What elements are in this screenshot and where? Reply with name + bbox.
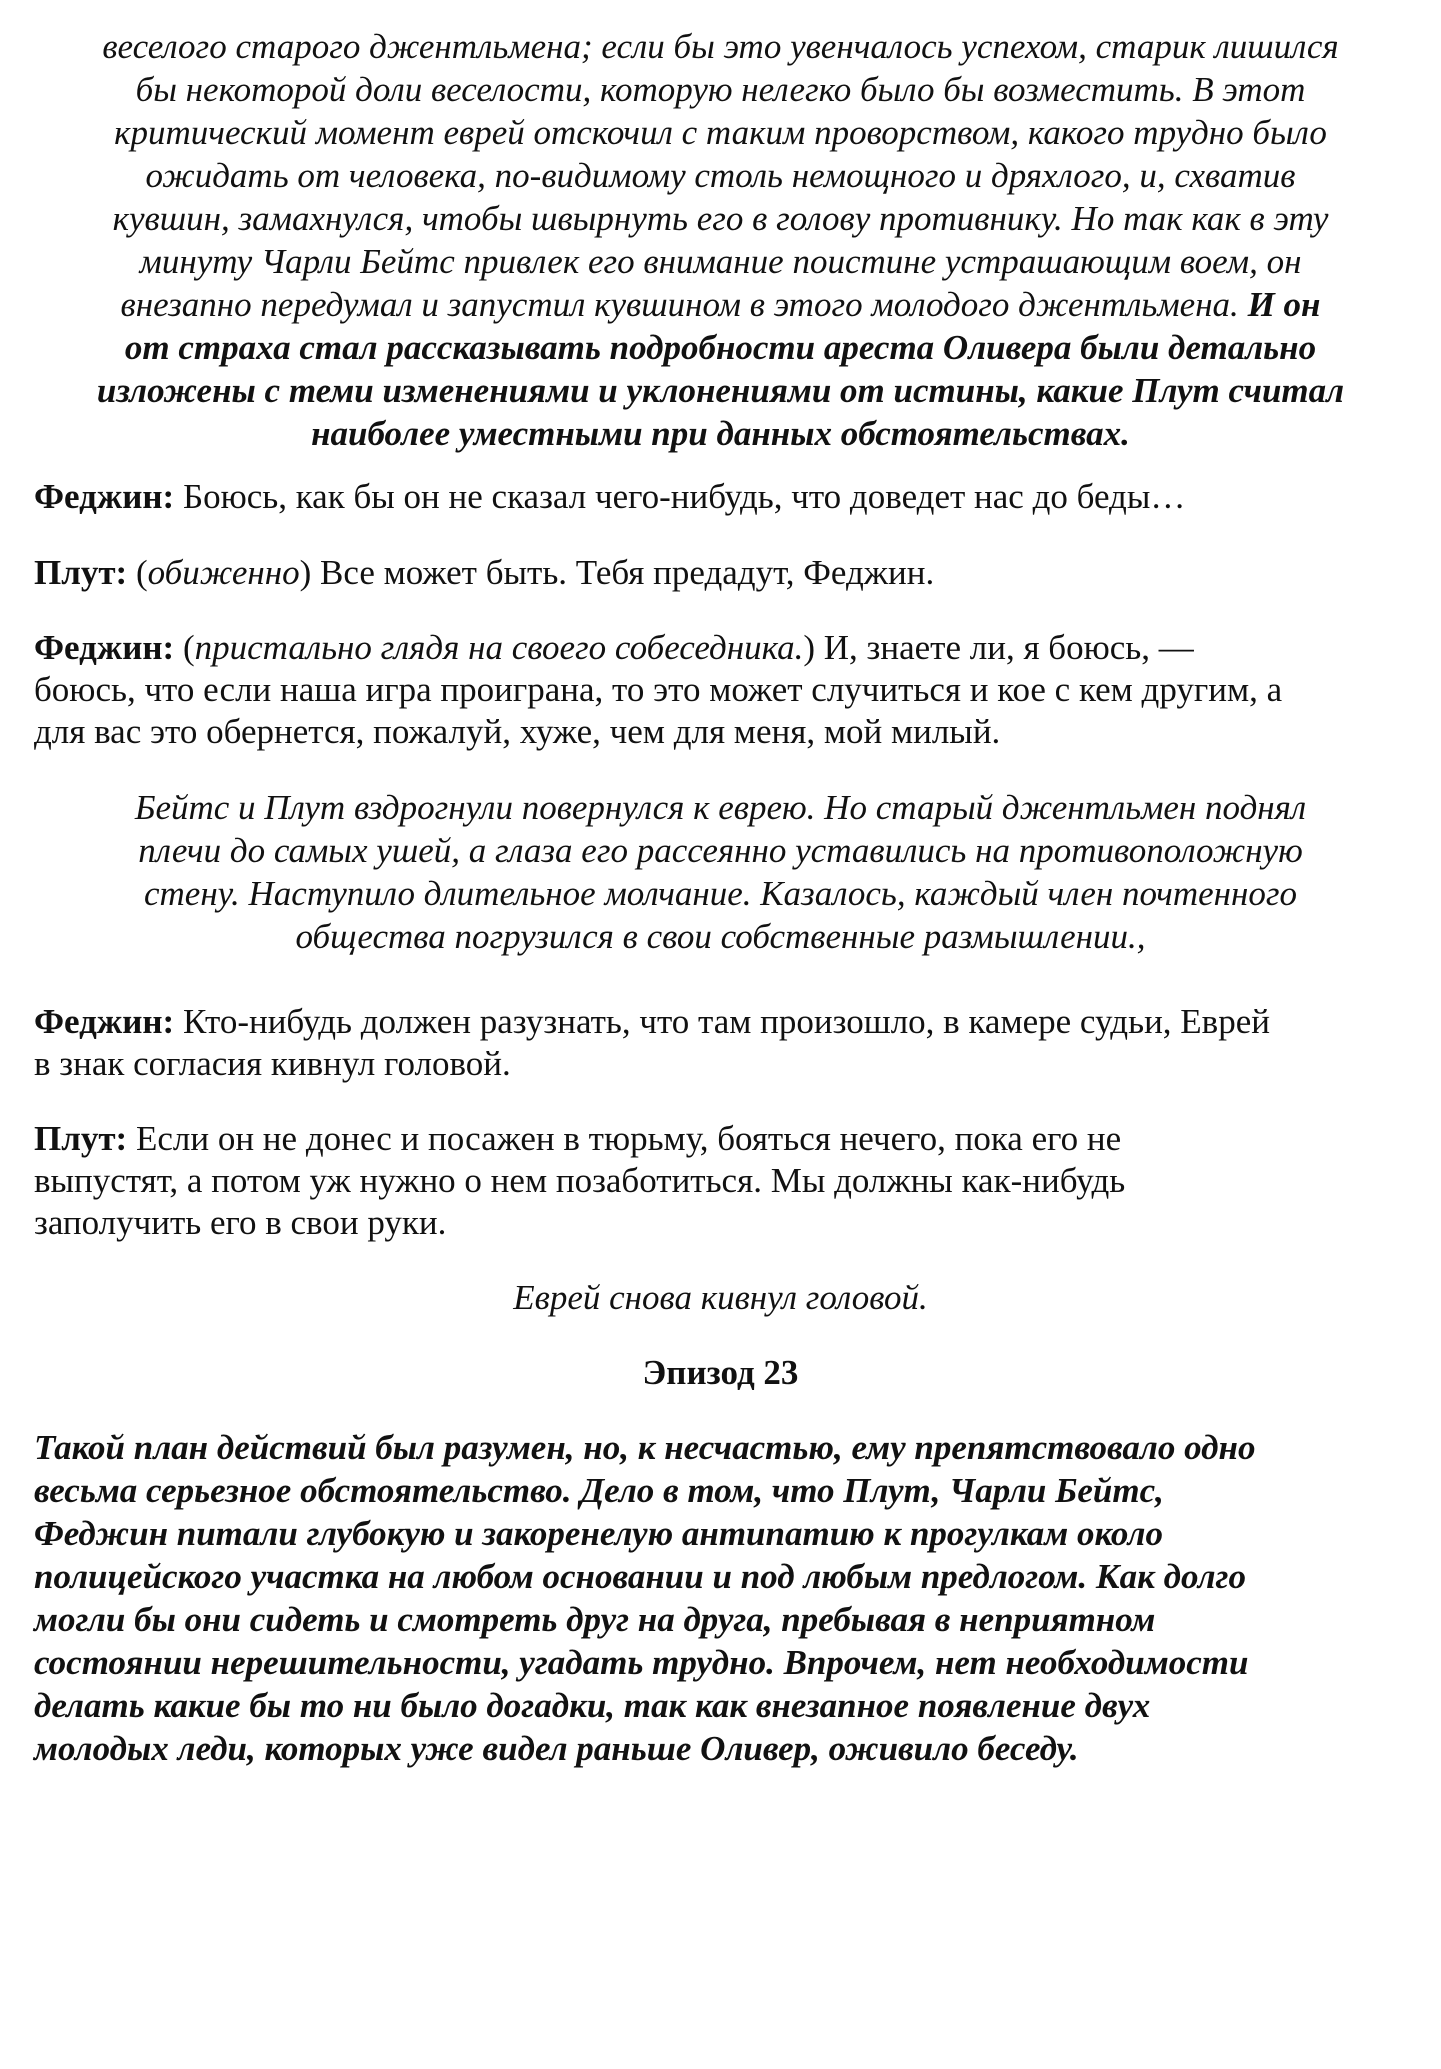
narration-bottom-line: Феджин питали глубокую и закоренелую антипатию к прогулкам около xyxy=(34,1514,1163,1553)
narration-bottom-line: полицейского участка на любом основании и под любым предлогом. Как долго xyxy=(34,1557,1246,1596)
dialogue-line xyxy=(34,472,1185,522)
speaker-name: Плут: xyxy=(34,1119,128,1158)
dialogue-line: выпустят, а потом уж нужно о нем позаботиться. Мы должны как-нибудь xyxy=(34,1161,1126,1200)
narration-bottom-line: весьма серьезное обстоятельство. Дело в том, что Плут, Чарли Бейтс, xyxy=(34,1471,1164,1510)
narration-mid-line: плечи до самых ушей, а глаза его рассеянно уставились на противоположную xyxy=(138,831,1303,870)
dialogue-text: Боюсь, как бы он не сказал чего-нибудь, что доведет нас до беды… xyxy=(174,477,1186,516)
dialogue-line: для вас это обернется, пожалуй, хуже, чем для меня, мой милый. xyxy=(34,712,1001,751)
dialogue-line: Плут: (обиженно) Все может быть. Тебя предадут, Феджин. xyxy=(34,553,935,592)
dialogue-text: Кто-нибудь должен разузнать, что там произошло, в камере судьи, Еврей xyxy=(174,1002,1270,1041)
dialogue-text: Если он не донес и посажен в тюрьму, бояться нечего, пока его не xyxy=(127,1119,1122,1158)
narration-bottom-line: Такой план действий был разумен, но, к несчастью, ему препятствовало одно xyxy=(34,1428,1256,1467)
stage-direction: Еврей снова кивнул головой. xyxy=(513,1278,928,1317)
narration-top-line: кувшин, замахнулся, чтобы швырнуть его в голову противнику. Но так как в эту xyxy=(112,199,1329,238)
dialogue-line: Феджин: (пристально глядя на своего собеседника.) И, знаете ли, я боюсь, — xyxy=(34,628,1194,667)
narration-bottom-line: могли бы они сидеть и смотреть друг на друга, пребывая в неприятном xyxy=(34,1600,1156,1639)
speaker-name: Феджин: xyxy=(34,1002,175,1041)
dialogue-text: И, знаете ли, я боюсь, — xyxy=(815,628,1194,667)
episode-heading: Эпизод 23 xyxy=(642,1353,799,1392)
narration-bottom-line: делать какие бы то ни было догадки, так как внезапное появление двух xyxy=(34,1686,1151,1725)
narration-top-line: ожидать от человека, по-видимому столь немощного и дряхлого, и, схватив xyxy=(145,156,1296,195)
speaker-name: Феджин: xyxy=(34,477,175,516)
narration-mid-line: общества погрузился в свои собственные размышлении., xyxy=(295,917,1146,956)
narration-top-bold-line: от страха стал рассказывать подробности ареста Оливера были детально xyxy=(124,328,1317,367)
narration-top-line: веселого старого джентльмена; если бы это увенчалось успехом, старик лишился xyxy=(102,27,1339,66)
dialogue-line: боюсь, что если наша игра проиграна, то это может случиться и кое с кем другим, а xyxy=(34,670,1283,709)
narration-top-line: бы некоторой доли веселости, которую нелегко было бы возместить. В этот xyxy=(135,70,1306,109)
narration-top-line: минуту Чарли Бейтс привлек его внимание поистине устрашающим воем, он xyxy=(139,242,1302,281)
narration-mid-line: Бейтс и Плут вздрогнули повернулся к еврею. Но старый джентльмен поднял xyxy=(134,788,1307,827)
speaker-name: Феджин: xyxy=(34,628,175,667)
narration-top-line: критический момент еврей отскочил с таким проворством, какого трудно было xyxy=(114,113,1327,152)
dialogue-line: в знак согласия кивнул головой. xyxy=(34,1044,511,1083)
narration-top-italic: внезапно передумал и запустил кувшином в этого молодого джентльмена. xyxy=(120,285,1239,324)
narration-bottom-line: молодых леди, которых уже видел раньше Оливер, оживило беседу. xyxy=(34,1729,1079,1768)
narration-top-bold: И он xyxy=(1238,285,1321,324)
narration-top-bold-line: изложены с теми изменениями и уклонениями от истины, какие Плут считал xyxy=(96,371,1345,410)
stage-remark: обиженно xyxy=(147,553,300,592)
dialogue-line: заполучить его в свои руки. xyxy=(34,1203,447,1242)
dialogue-text: Все может быть. Тебя предадут, Феджин. xyxy=(311,553,935,592)
narration-bottom-line: состоянии нерешительности, угадать трудно. Впрочем, нет необходимости xyxy=(34,1643,1249,1682)
stage-remark: пристально глядя на своего собеседника. xyxy=(194,628,804,667)
narration-top-bold-line: наиболее уместными при данных обстоятельствах. xyxy=(311,414,1130,453)
speaker-name: Плут: xyxy=(34,553,128,592)
narration-mid-line: стену. Наступило длительное молчание. Казалось, каждый член почтенного xyxy=(143,874,1298,913)
